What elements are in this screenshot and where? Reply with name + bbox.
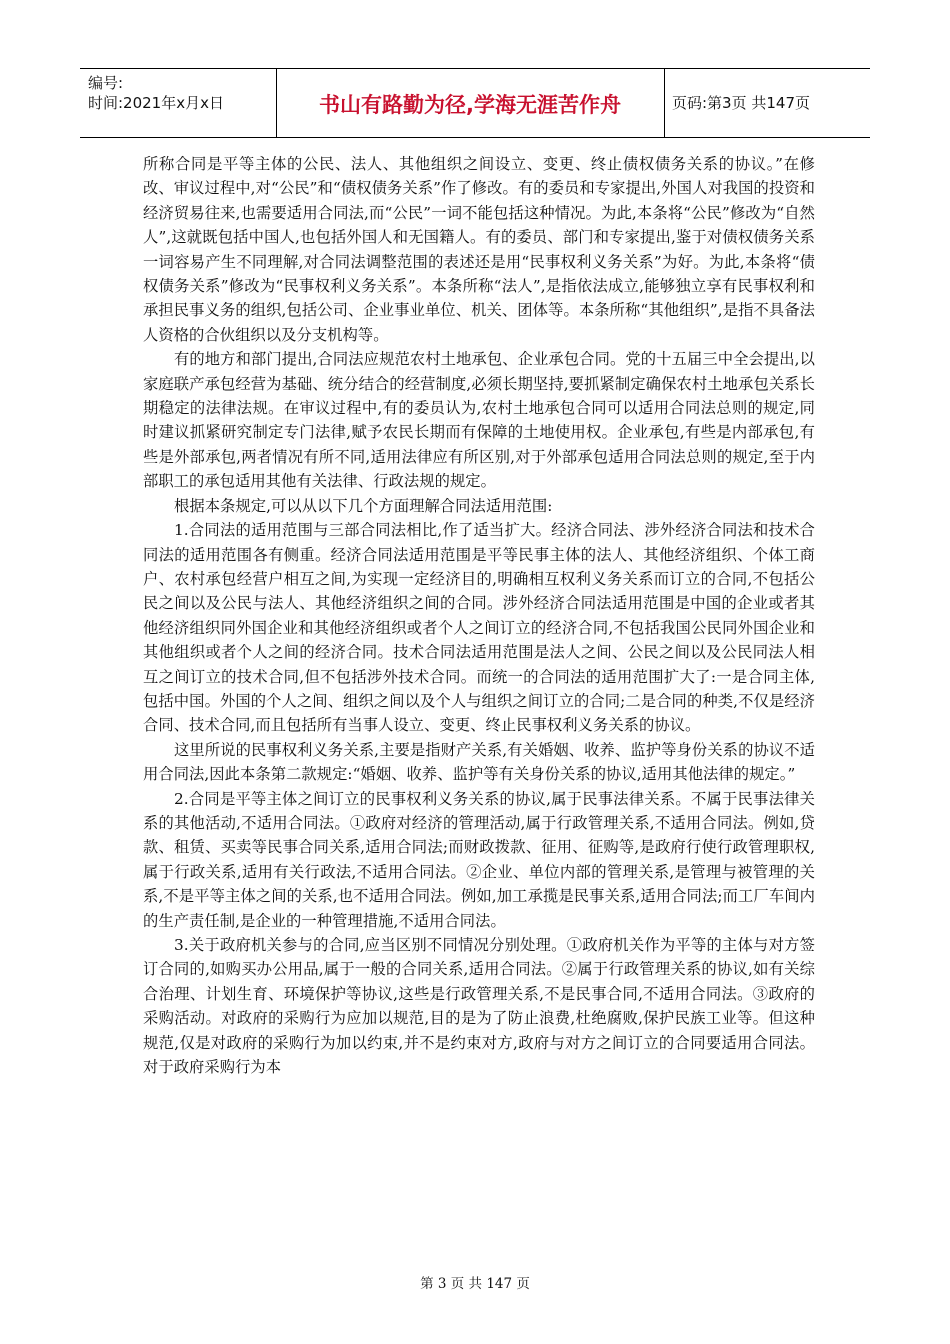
paragraph: 这里所说的民事权利义务关系,主要是指财产关系,有关婚姻、收养、监护等身份关系的协议不适用合同法,因此本条第二款规定:“婚姻、收养、监护等有关身份关系的协议,适用其他法律的规定。” xyxy=(143,740,815,784)
paragraph-item-2: 2.合同是平等主体之间订立的民事权利义务关系的协议,属于民事法律关系。不属于民事法律关系的其他活动,不适用合同法。①政府对经济的管理活动,属于行政管理关系,不适用合同法。例如,贷款、租赁、买卖等民事合同关系,适用合同法;而财政拨款、征用、征购等,是政府行使行政管理职权,属于行政关系,适用有关行政法,不适用合同法。②企业、单位内部的管理关系,是管理与被管理的关系,不是平等主体之间的关系,也不适用合同法。例如,加工承揽是民事关系,适用合同法;而工厂车间内的生产责任制,是企业的一种管理措施,不适用合同法。 xyxy=(143,789,815,930)
document-body xyxy=(143,152,815,1079)
document-date: 时间:2021年x月x日 xyxy=(88,94,224,112)
header-motto: 书山有路勤为径,学海无涯苦作舟 xyxy=(319,93,621,117)
paragraph-item-3: 3.关于政府机关参与的合同,应当区别不同情况分别处理。①政府机关作为平等的主体与对方签订合同的,如购买办公用品,属于一般的合同关系,适用合同法。②属于行政管理关系的协议,如有关综合治理、计划生育、环境保护等协议,这些是行政管理关系,不是民事合同,不适用合同法。③政府的采购活动。对政府的采购行为应加以规范,目的是为了防止浪费,杜绝腐败,保护民族工业等。但这种规范,仅是对政府的采购行为加以约束,并不是约束对方,政府与对方之间订立的合同要适用合同法。对于政府采购行为本 xyxy=(143,936,815,1077)
header-info-cell xyxy=(80,69,277,137)
paragraph-item-1: 1.合同法的适用范围与三部合同法相比,作了适当扩大。经济合同法、涉外经济合同法和技术合同法的适用范围各有侧重。经济合同法适用范围是平等民事主体的法人、其他经济组织、个体工商户、农村承包经营户相互之间,为实现一定经济目的,明确相互权利义务关系而订立的合同,不包括公民之间以及公民与法人、其他经济组织之间的合同。涉外经济合同法适用范围是中国的企业或者其他经济组织同外国企业和其他经济组织或者个人之间订立的经济合同,不包括我国公民同外国企业和其他组织或者个人之间的经济合同。技术合同法适用范围是法人之间、公民之间以及公民同法人相互之间订立的技术合同,但不包括涉外技术合同。而统一的合同法的适用范围扩大了:一是合同主体,包括中国。外国的个人之间、组织之间以及个人与组织之间订立的合同;二是合同的种类,不仅是经济合同、技术合同,而且包括所有当事人设立、变更、终止民事权利义务关系的协议。 xyxy=(143,521,815,735)
paragraph-continued: 所称合同是平等主体的公民、法人、其他组织之间设立、变更、终止债权债务关系的协议。”在修改、审议过程中,对“公民”和“债权债务关系”作了修改。有的委员和专家提出,外国人对我国的投资和经济贸易往来,也需要适用合同法,而“公民”一词不能包括这种情况。为此,本条将“公民”修改为“自然人”,这就既包括中国人,也包括外国人和无国籍人。有的委员、部门和专家提出,鉴于对债权债务关系一词容易产生不同理解,对合同法调整范围的表述还是用“民事权利义务关系”为好。为此,本条将“债权债务关系”修改为“民事权利义务关系”。本条所称“法人”,是指依法成立,能够独立享有民事权利和承担民事义务的组织,包括公司、企业事业单位、机关、团体等。本条所称“其他组织”,是指不具备法人资格的合伙组织以及分支机构等。 xyxy=(143,155,815,344)
paragraph: 根据本条规定,可以从以下几个方面理解合同法适用范围: xyxy=(174,496,553,515)
paragraph: 有的地方和部门提出,合同法应规范农村土地承包、企业承包合同。党的十五届三中全会提出,以家庭联产承包经营为基础、统分结合的经营制度,必须长期坚持,要抓紧制定确保农村土地承包关系长期稳定的法律法规。在审议过程中,有的委员认为,农村土地承包合同可以适用合同法总则的规定,同时建议抓紧研究制定专门法律,赋予农民长期而有保障的土地使用权。企业承包,有些是内部承包,有些是外部承包,两者情况有所不同,适用法律应有所区别,对于外部承包适用合同法总则的规定,至于内部职工的承包适用其他有关法律、行政法规的规定。 xyxy=(143,350,815,491)
page-footer: 第 3 页 共 147 页 xyxy=(420,1276,530,1292)
document-number-label: 编号: xyxy=(88,74,124,92)
page-header xyxy=(80,68,870,138)
header-page-code: 页码:第3页 共147页 xyxy=(672,94,810,112)
header-motto-cell xyxy=(276,69,665,137)
header-page-cell xyxy=(664,69,870,137)
